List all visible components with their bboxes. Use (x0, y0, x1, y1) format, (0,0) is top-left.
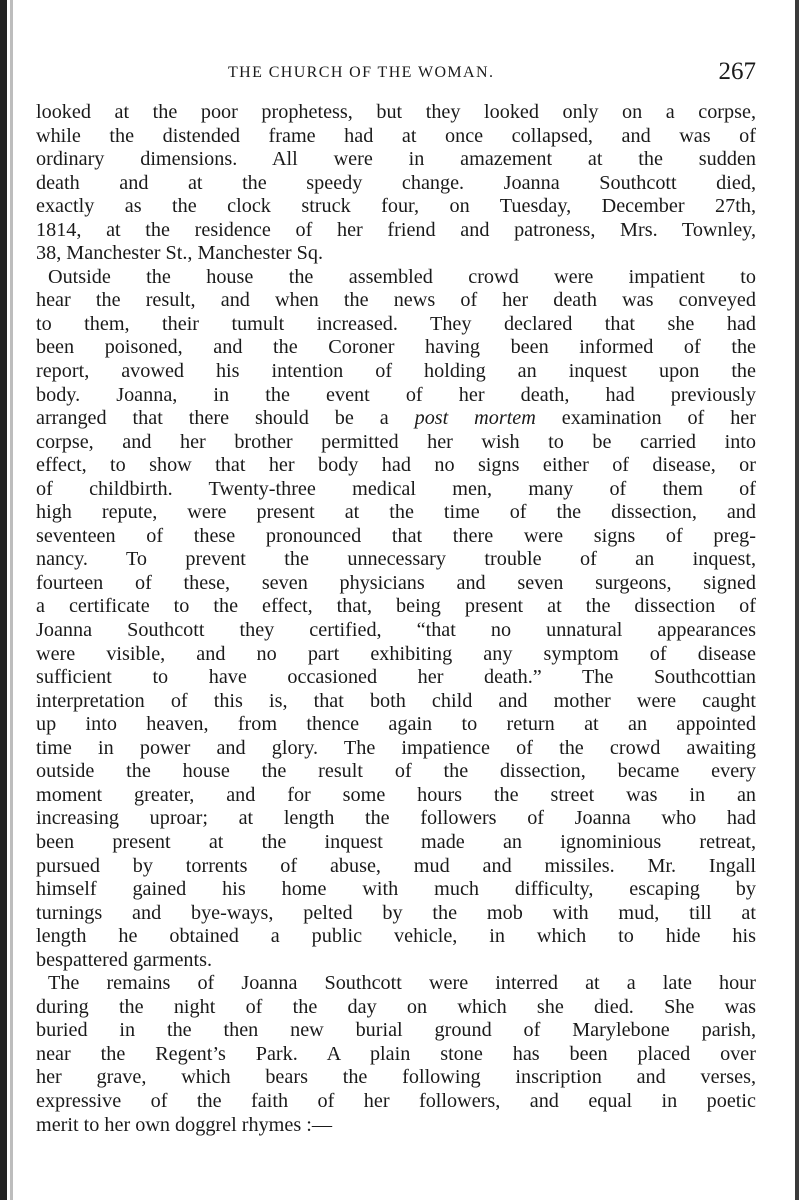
text-line: to them, their tumult increased. They declared that she had (36, 312, 756, 335)
text-line: during the night of the day on which she died. She was (36, 995, 756, 1018)
text-line: corpse, and her brother permitted her wish to be carried into (36, 430, 756, 453)
text-line: Joanna Southcott they certified, “that no unnatural appearances (36, 619, 756, 642)
text-line: 1814, at the residence of her friend and patroness, Mrs. Townley, (36, 218, 756, 241)
text-line: report, avowed his intention of holding an inquest upon the (36, 360, 756, 383)
text-line: body. Joanna, in the event of her death, had previously (36, 383, 756, 406)
text-line: looked at the poor prophetess, but they looked only on a corpse, (36, 101, 756, 123)
text-line: length he obtained a public vehicle, in which to hide his (36, 925, 756, 948)
text-line: ordinary dimensions. All were in amazement at the sudden (36, 148, 756, 171)
text-line: near the Regent’s Park. A plain stone has been placed over (36, 1042, 756, 1065)
text-line: merit to her own doggrel rhymes :— (36, 1113, 333, 1136)
page-number: 267 (718, 58, 756, 85)
running-title: THE CHURCH OF THE WOMAN. (228, 64, 495, 81)
page-edge (795, 0, 799, 1200)
text-line: himself gained his home with much difficulty, escaping by (36, 878, 756, 901)
text-line: time in power and glory. The impatience of the crowd awaiting (36, 736, 756, 759)
text-line: pursued by torrents of abuse, mud and missiles. Mr. Ingall (36, 854, 756, 877)
text-line: fourteen of these, seven physicians and seven surgeons, signed (36, 571, 756, 594)
text-line: interpretation of this is, that both child and mother were caught (36, 689, 756, 712)
text-line: arranged that there should be a post mortem examination of her (36, 407, 756, 430)
text-line: nancy. To prevent the unnecessary trouble of an inquest, (36, 548, 756, 571)
text-line: high repute, were present at the time of the dissection, and (36, 501, 756, 524)
text-line: The remains of Joanna Southcott were interred at a late hour (48, 972, 756, 995)
text-line: turnings and bye-ways, pelted by the mob with mud, till at (36, 901, 756, 924)
text-line: moment greater, and for some hours the street was in an (36, 783, 756, 806)
body-text (36, 101, 756, 1137)
text-line: Outside the house the assembled crowd were impatient to (48, 265, 756, 288)
text-line: expressive of the faith of her followers, and equal in poetic (36, 1089, 756, 1112)
text-line: sufficient to have occasioned her death.” The Southcottian (36, 666, 756, 689)
text-line: exactly as the clock struck four, on Tuesday, December 27th, (36, 195, 756, 218)
binding-edge (0, 0, 7, 1200)
binding-shadow (10, 0, 13, 1200)
text-line: been present at the inquest made an ignominious retreat, (36, 830, 756, 853)
text-line: seventeen of these pronounced that there were signs of preg- (36, 524, 756, 547)
text-line: outside the house the result of the dissection, became every (36, 760, 756, 783)
text-line: her grave, which bears the following inscription and verses, (36, 1066, 756, 1089)
text-line: of childbirth. Twenty-three medical men, many of them of (36, 477, 756, 500)
text-line: while the distended frame had at once collapsed, and was of (36, 124, 756, 147)
text-line: effect, to show that her body had no signs either of disease, or (36, 454, 756, 477)
italic-phrase: post mortem (414, 407, 536, 430)
text-line: buried in the then new burial ground of Marylebone parish, (36, 1019, 756, 1042)
text-line: were visible, and no part exhibiting any symptom of disease (36, 642, 756, 665)
text-line: a certificate to the effect, that, being present at the dissection of (36, 595, 756, 618)
text-line: up into heaven, from thence again to return at an appointed (36, 713, 756, 736)
text-line: death and at the speedy change. Joanna Southcott died, (36, 171, 756, 194)
text-line: 38, Manchester St., Manchester Sq. (36, 242, 324, 265)
text-line: increasing uproar; at length the followers of Joanna who had (36, 807, 756, 830)
running-head (36, 58, 756, 90)
text-line: hear the result, and when the news of her death was conveyed (36, 289, 756, 312)
text-line: bespattered garments. (36, 948, 213, 971)
text-line: been poisoned, and the Coroner having been informed of the (36, 336, 756, 359)
